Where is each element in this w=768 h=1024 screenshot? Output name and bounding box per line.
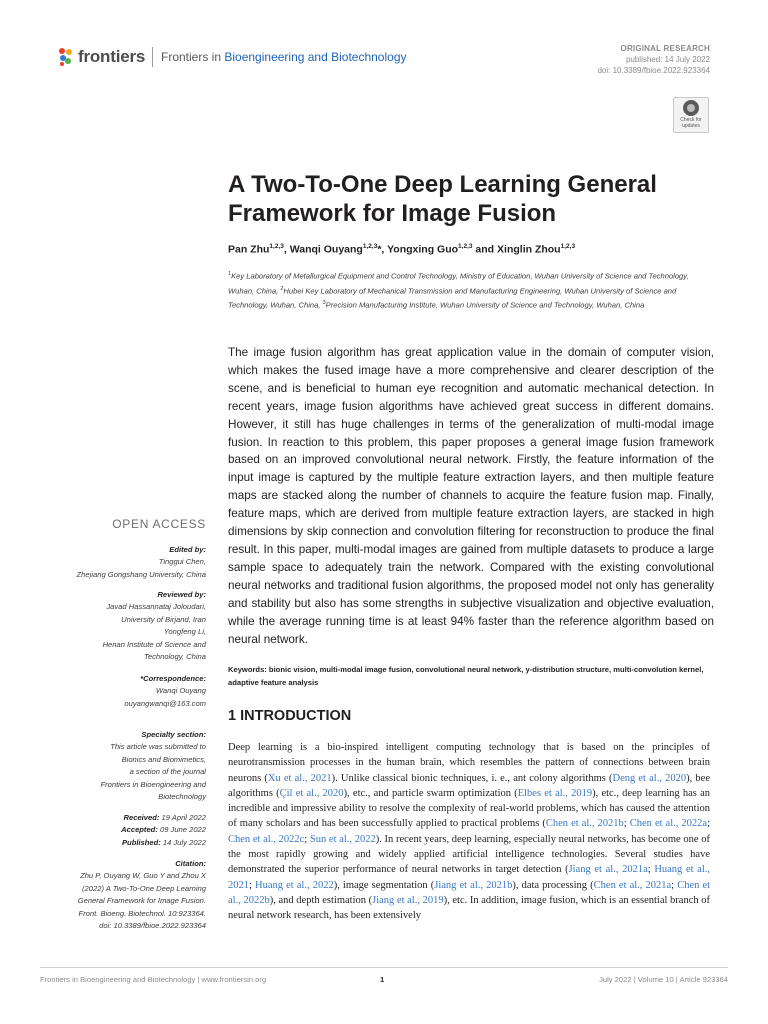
accepted-value: 09 June 2022 xyxy=(157,825,206,835)
citation-link[interactable]: Chen et al., 2022b xyxy=(228,879,711,906)
author-affiliation-marker: 1,2,3 xyxy=(269,243,284,250)
intro-text-segment: ; xyxy=(249,879,256,891)
citation-link[interactable]: Chen et al., 2022c xyxy=(228,833,305,845)
affiliation-marker: 1 xyxy=(228,271,232,277)
check-updates-icon xyxy=(683,100,699,116)
author-name[interactable]: Yongxing Guo xyxy=(387,243,459,256)
intro-text-segment: ; xyxy=(647,864,655,876)
introduction-text xyxy=(228,740,710,924)
citation-line: General Framework for Image Fusion. xyxy=(77,896,206,906)
journal-title: Bioengineering and Biotechnology xyxy=(224,50,407,64)
intro-text-segment: ), etc. In addition, image fusion, which is an essential branch of neural network research, has been extensively xyxy=(228,894,710,922)
article-type: ORIGINAL RESEARCH xyxy=(620,44,710,53)
footer-divider xyxy=(40,967,728,968)
frontiers-logo-icon xyxy=(58,47,74,67)
author-affiliation-marker: 1,2,3 xyxy=(362,243,378,250)
intro-text-segment: ), etc., deep learning has an incredible and impressive ability to resolve the complexity of real-world problems, which has caused the attention of many scholars and has been successfully applied to practical problems ( xyxy=(228,787,710,830)
citation-line: Zhu P, Ouyang W, Guo Y and Zhou X xyxy=(80,871,206,881)
reviewer-line: Yongfeng Li, xyxy=(163,627,206,637)
intro-text-segment: ), bee algorithms ( xyxy=(228,772,710,799)
affiliation-marker: 2 xyxy=(280,285,284,292)
citation-link[interactable]: Jiang et al., 2021b xyxy=(434,879,513,891)
author-affiliation-marker: 1,2,3 xyxy=(458,243,473,250)
affiliations xyxy=(228,268,714,312)
intro-text-segment: ; xyxy=(623,818,630,830)
footer-journal[interactable]: Frontiers in Bioengineering and Biotechnology | www.frontiersin.org xyxy=(40,975,267,984)
citation-line: Front. Bioeng. Biotechnol. 10:923364. xyxy=(78,908,206,918)
intro-text-segment: ), data processing ( xyxy=(512,879,594,891)
journal-name[interactable] xyxy=(161,50,407,64)
dates-section xyxy=(16,812,206,849)
affiliation-text: Hubei Key Laboratory of Mechanical Transmission and Manufacturing Engineering, Wuhan University of Science and Technology, Wuhan, China, xyxy=(228,286,677,310)
edited-by-label: Edited by: xyxy=(169,545,206,554)
affiliation-text: Key Laboratory of Metallurgical Equipment and Control Technology, Ministry of Education, Wuhan University of Science and Technology, Wuhan, China, xyxy=(228,271,689,296)
correspondence-section xyxy=(16,673,206,710)
citation-link[interactable]: Jiang et al., 2019 xyxy=(372,894,444,906)
citation-link[interactable]: Chen et al., 2021a xyxy=(593,879,672,891)
intro-text-segment: ), etc., and particle swarm optimization ( xyxy=(343,787,518,799)
reviewed-by-label: Reviewed by: xyxy=(157,590,206,599)
citation-line: (2022) A Two-To-One Deep Learning xyxy=(82,883,206,893)
author-affiliation-marker: 1,2,3 xyxy=(560,243,576,250)
correspondence-email[interactable]: ouyangwanqi@163.com xyxy=(124,698,206,708)
author-list xyxy=(228,243,575,256)
correspondence-name: Wanqi Ouyang xyxy=(155,686,206,696)
citation-link[interactable]: Xu et al., 2021 xyxy=(267,772,332,784)
open-access-label: OPEN ACCESS xyxy=(112,517,206,531)
citation-link[interactable]: Sun et al., 2022 xyxy=(309,833,376,845)
section-heading-introduction: 1 INTRODUCTION xyxy=(228,708,352,724)
intro-text-segment: ). In recent years, deep learning, especially neural networks, has become one of the most rapidly growing and widely applied artificial intelligence technologies. Several studies have demonstrated the superior performance of neural networks in target detection ( xyxy=(228,833,710,876)
brand-name: frontiers xyxy=(78,47,146,66)
reviewer-line: Javad Hassannataj Joloudari, xyxy=(106,602,206,612)
specialty-line: Biotechnology xyxy=(158,792,206,802)
article-doi[interactable]: doi: 10.3389/fbioe.2022.923364 xyxy=(597,66,710,75)
citation-line[interactable]: doi: 10.3389/fbioe.2022.923364 xyxy=(99,921,206,931)
specialty-line: a section of the journal xyxy=(129,767,206,777)
specialty-line: Frontiers in Bioengineering and xyxy=(100,779,206,789)
abstract: The image fusion algorithm has great application value in the domain of computer vision, which makes the fused image have a more comprehensive and clearer description of the scene, and is beneficial to human eye recognition and automatic mechanical detection. In recent years, image fusion algorithms have achieved great success in different domains. However, it still has huge challenges in terms of the generalization of multi-modal image fusion. In reaction to this problem, this paper proposes a general image fusion framework based on an improved convolutional neural network. Firstly, the feature information of the input image is captured by the multiple feature extraction layers, and then multiple feature maps are stacked along the number of channels to acquire the feature fusion map. Finally, feature maps, which are derived from multiple feature extraction layers, are stacked in high dimensions by skip connection and convolution filtering for reconstruction to produce the final result. In this paper, multi-modal images are gained from multiple datasets to produce a large sample space to adequately train the network. Compared with the existing convolutional neural networks and traditional fusion algorithms, the proposed model not only has generality and stability but also has some strengths in subjective visualization and objective evaluation, while the average running time is at least 94% faster than the reference algorithm based on neural network. xyxy=(228,346,714,646)
specialty-label: Specialty section: xyxy=(141,730,206,739)
article-title: A Two-To-One Deep Learning General Framework for Image Fusion xyxy=(228,171,657,227)
citation-link[interactable]: Çil et al., 2020 xyxy=(279,787,344,799)
author-name[interactable]: Wanqi Ouyang xyxy=(289,243,363,256)
author-name[interactable]: Pan Zhu xyxy=(228,243,270,256)
specialty-line: This article was submitted to xyxy=(110,742,206,752)
accepted-date xyxy=(16,824,206,836)
author-separator: , xyxy=(381,243,388,256)
intro-text-segment: ), and depth estimation ( xyxy=(269,894,373,906)
correspondence-label: *Correspondence: xyxy=(140,674,206,683)
frontiers-logo[interactable] xyxy=(58,46,145,68)
keywords: Keywords: bionic vision, multi-modal image fusion, convolutional neural network, y-distribution structure, multi-convolution kernel, adaptive feature analysis xyxy=(228,665,704,687)
received-date xyxy=(16,812,206,824)
published-date: published: 14 July 2022 xyxy=(625,55,710,64)
citation-link[interactable]: Jiang et al., 2021a xyxy=(568,864,648,876)
accepted-label: Accepted: xyxy=(121,825,158,835)
citation-link[interactable]: Chen et al., 2022a xyxy=(629,818,708,830)
citation-link[interactable]: Deng et al., 2020 xyxy=(612,772,687,784)
check-updates-label: Check for updates xyxy=(680,117,702,129)
editor-line: Tinggui Chen, xyxy=(158,557,206,567)
received-label: Received: xyxy=(123,813,160,822)
reviewer-line: University of Birjand, Iran xyxy=(121,614,206,624)
reviewer-line: Technology, China xyxy=(143,652,206,662)
author-name[interactable]: Xinglin Zhou xyxy=(497,243,561,256)
corresponding-author-mark: * xyxy=(377,243,382,256)
intro-text-segment: ; xyxy=(671,879,678,891)
journal-prefix: Frontiers in xyxy=(161,50,225,64)
published-value: 14 July 2022 xyxy=(160,837,206,847)
reviewed-by-section xyxy=(16,589,206,663)
received-value: 19 April 2022 xyxy=(159,813,206,822)
citation-label: Citation: xyxy=(175,859,206,868)
footer-issue: July 2022 | Volume 10 | Article 923364 xyxy=(599,975,728,984)
intro-text-segment: ; xyxy=(707,818,710,830)
author-separator: and xyxy=(472,243,498,256)
affiliation-text: Precision Manufacturing Institute, Wuhan University of Science and Technology, Wuhan, China xyxy=(325,300,645,310)
citation-link[interactable]: Huang et al., 2022 xyxy=(255,879,334,891)
check-for-updates-badge[interactable] xyxy=(673,97,709,133)
citation-link[interactable]: Huang et al., 2021 xyxy=(228,864,710,891)
reviewer-line: Henan Institute of Science and xyxy=(102,639,206,649)
citation-link[interactable]: Chen et al., 2021b xyxy=(545,818,624,830)
citation-link[interactable]: Elbes et al., 2019 xyxy=(517,787,593,799)
citation-section xyxy=(16,858,206,932)
intro-text-segment: ), image segmentation ( xyxy=(333,879,435,891)
header-divider xyxy=(152,47,153,67)
author-separator: , xyxy=(283,243,290,256)
specialty-line: Bionics and Biomimetics, xyxy=(121,754,206,764)
intro-text-segment: ; xyxy=(304,833,310,845)
page-number: 1 xyxy=(380,975,385,984)
edited-by-section xyxy=(16,544,206,581)
affiliation-marker: 3 xyxy=(322,300,326,307)
editor-line: Zhejiang Gongshang University, China xyxy=(76,569,206,579)
published-date-sidebar xyxy=(16,837,206,849)
specialty-section xyxy=(16,729,206,803)
published-label: Published: xyxy=(121,837,161,847)
intro-text-segment: ). Unlike classical bionic techniques, i. e., ant colony algorithms ( xyxy=(331,772,613,784)
intro-text-segment: Deep learning is a bio-inspired intelligent computing technology that is based on the principles of neurotransmission processes in the human brain, which resembles the pattern of connections between brain neurons ( xyxy=(228,742,710,784)
